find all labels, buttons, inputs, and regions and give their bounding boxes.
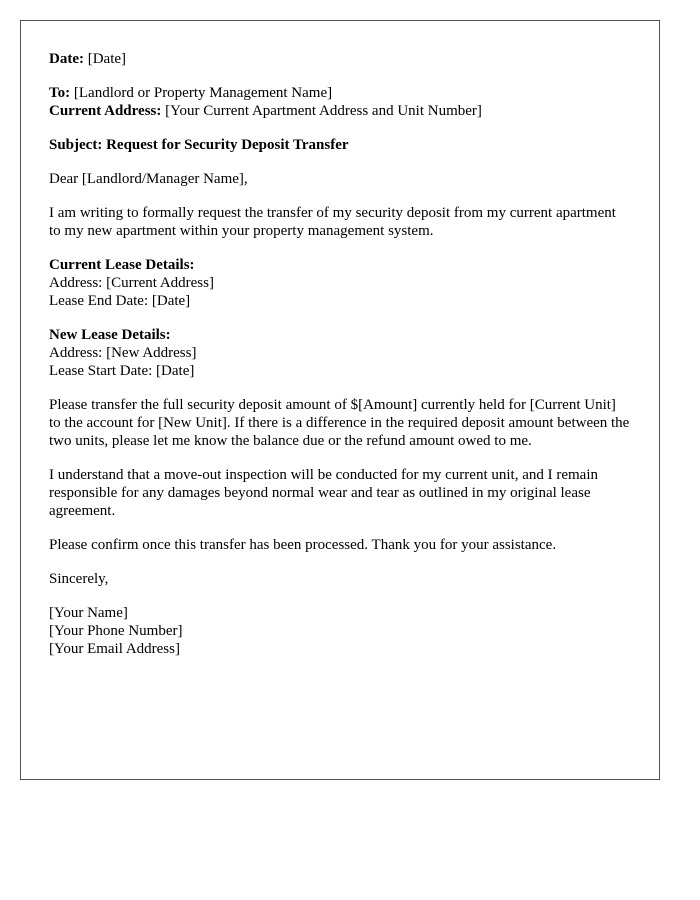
signature-name: [Your Name] [49, 605, 128, 621]
current-address-line [49, 102, 631, 120]
new-lease-address: Address: [New Address] [49, 345, 197, 361]
signature-block [49, 604, 631, 658]
signature-phone: [Your Phone Number] [49, 623, 183, 639]
inspection-paragraph: I understand that a move-out inspection will be conducted for my current unit, and I remain responsible for any damages beyond normal wear and tear as outlined in my original lease agreement. [49, 467, 599, 519]
closing: Sincerely, [49, 571, 109, 587]
letter-page [20, 20, 660, 780]
current-address-value: [Your Current Apartment Address and Unit Number] [165, 103, 482, 119]
date-value: [Date] [87, 51, 127, 67]
subject-line: Subject: Request for Security Deposit Transfer [49, 137, 349, 153]
current-address-label: Current Address: [49, 103, 162, 119]
new-lease-details [49, 326, 631, 380]
to-value: [Landlord or Property Management Name] [73, 85, 333, 101]
to-line [49, 84, 631, 102]
new-lease-heading: New Lease Details: [49, 327, 171, 343]
current-lease-details [49, 256, 631, 310]
intro-paragraph: I am writing to formally request the transfer of my security deposit from my current apartment to my new apartment within your property management system. [49, 205, 616, 239]
to-label: To: [49, 85, 71, 101]
current-lease-address: Address: [Current Address] [49, 275, 214, 291]
date-label: Date: [49, 51, 84, 67]
date-line [49, 50, 631, 68]
current-lease-heading: Current Lease Details: [49, 257, 195, 273]
salutation: Dear [Landlord/Manager Name], [49, 171, 248, 187]
transfer-paragraph: Please transfer the full security deposit amount of $[Amount] currently held for [Current Unit] to the account for [New Unit]. If there is a difference in the required deposit amount between the two units, please let me know the balance due or the refund amount owed to me. [49, 397, 630, 449]
new-lease-start-date: Lease Start Date: [Date] [49, 363, 195, 379]
signature-email: [Your Email Address] [49, 641, 180, 657]
confirm-paragraph: Please confirm once this transfer has been processed. Thank you for your assistance. [49, 537, 557, 553]
current-lease-end-date: Lease End Date: [Date] [49, 293, 191, 309]
recipient-block [49, 84, 631, 120]
